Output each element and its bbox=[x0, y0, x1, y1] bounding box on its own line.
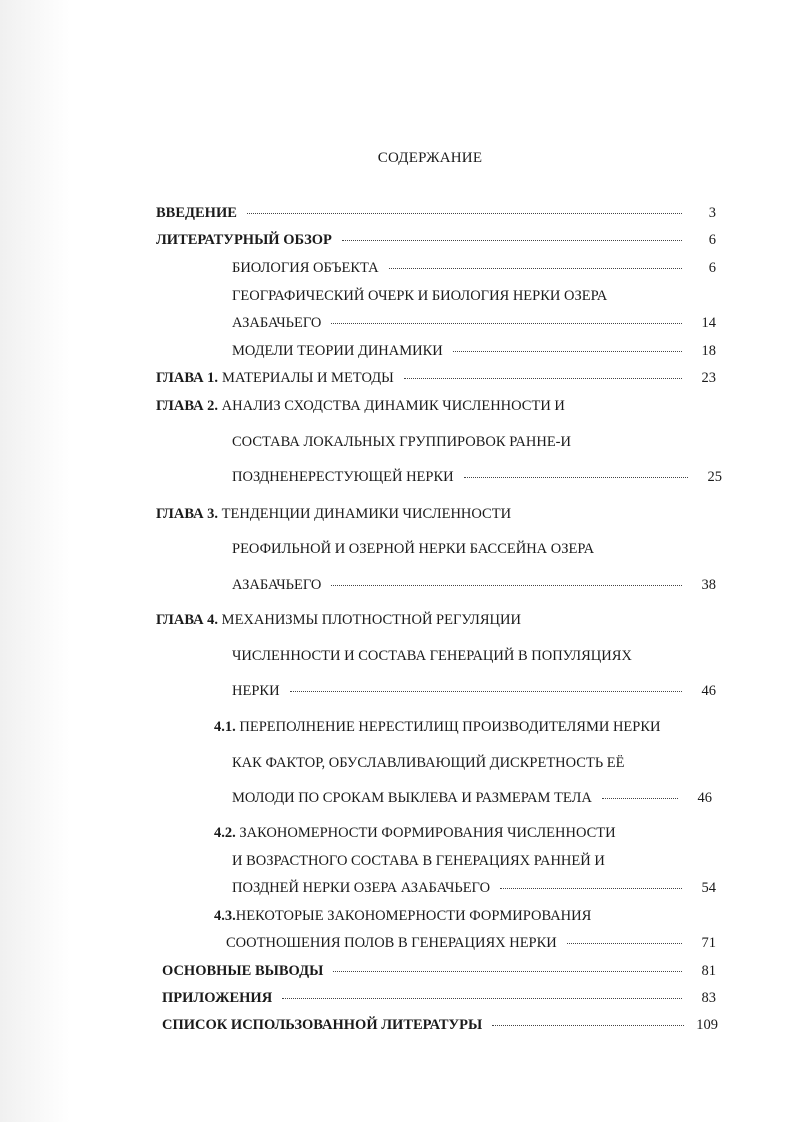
toc-entry-text: ЛИТЕРАТУРНЫЙ ОБЗОР bbox=[156, 232, 332, 248]
leader-dots bbox=[247, 213, 682, 214]
toc-entry-section-4-2-line1 bbox=[214, 825, 616, 842]
chapter-label: ГЛАВА 4. bbox=[156, 612, 219, 628]
leader-dots bbox=[290, 691, 682, 692]
toc-entry-section-4-1 bbox=[232, 790, 712, 807]
scan-edge-shadow bbox=[0, 0, 70, 1122]
toc-entry-chapter-3-line2: РЕОФИЛЬНОЙ И ОЗЕРНОЙ НЕРКИ БАССЕЙНА ОЗЕРА bbox=[232, 541, 595, 557]
toc-page-number: 71 bbox=[701, 935, 716, 951]
toc-entry-section-4-2-line2: И ВОЗРАСТНОГО СОСТАВА В ГЕНЕРАЦИЯХ РАННЕЙ И bbox=[232, 853, 605, 869]
toc-entry-lit-review bbox=[156, 232, 716, 249]
toc-entry-chapter-4-line1 bbox=[156, 612, 521, 629]
toc-entry-text: МАТЕРИАЛЫ И МЕТОДЫ bbox=[222, 370, 394, 386]
leader-dots bbox=[492, 1025, 684, 1026]
chapter-label: ГЛАВА 3. bbox=[156, 506, 219, 522]
toc-entry-section-4-2 bbox=[232, 880, 716, 897]
toc-page-number: 25 bbox=[707, 469, 722, 485]
page-title: СОДЕРЖАНИЕ bbox=[377, 150, 483, 166]
toc-entry-text: АЗАБАЧЬЕГО bbox=[232, 315, 322, 331]
toc-entry-text: ПОЗДНЕЙ НЕРКИ ОЗЕРА АЗАБАЧЬЕГО bbox=[232, 880, 491, 896]
toc-entry-intro bbox=[156, 205, 716, 222]
toc-entry-chapter-3 bbox=[232, 577, 716, 594]
toc-entry-geo bbox=[232, 315, 716, 332]
toc-entry-text: МЕХАНИЗМЫ ПЛОТНОСТНОЙ РЕГУЛЯЦИИ bbox=[221, 612, 521, 628]
toc-entry-text: ТЕНДЕНЦИИ ДИНАМИКИ ЧИСЛЕННОСТИ bbox=[221, 506, 512, 522]
leader-dots bbox=[602, 798, 678, 799]
toc-entry-biology bbox=[232, 260, 716, 277]
leader-dots bbox=[464, 477, 688, 478]
toc-page-number: 6 bbox=[708, 260, 716, 276]
toc-entry-references bbox=[162, 1017, 718, 1034]
toc-entry-text: НЕРКИ bbox=[232, 683, 280, 699]
toc-page-number: 23 bbox=[701, 370, 716, 386]
toc-entry-appendix bbox=[162, 990, 716, 1007]
toc-entry-text: ПОЗДНЕНЕРЕСТУЮЩЕЙ НЕРКИ bbox=[232, 469, 454, 485]
leader-dots bbox=[342, 240, 682, 241]
toc-page-number: 14 bbox=[701, 315, 716, 331]
toc-entry-models bbox=[232, 343, 716, 360]
toc-entry-chapter-3-line1 bbox=[156, 506, 511, 523]
toc-page-number: 83 bbox=[701, 990, 716, 1006]
section-label: 4.1. bbox=[214, 719, 236, 735]
section-label: 4.3. bbox=[214, 908, 236, 924]
toc-entry-conclusions bbox=[162, 963, 716, 980]
toc-page-number: 46 bbox=[697, 790, 712, 806]
toc-entry-text: НЕКОТОРЫЕ ЗАКОНОМЕРНОСТИ ФОРМИРОВАНИЯ bbox=[235, 908, 592, 924]
leader-dots bbox=[331, 323, 682, 324]
toc-entry-text: АНАЛИЗ СХОДСТВА ДИНАМИК ЧИСЛЕННОСТИ И bbox=[221, 398, 565, 414]
toc-entry-section-4-1-line1 bbox=[214, 719, 661, 736]
toc-entry-text: МОЛОДИ ПО СРОКАМ ВЫКЛЕВА И РАЗМЕРАМ ТЕЛА bbox=[232, 790, 592, 806]
toc-entry-text: МОДЕЛИ ТЕОРИИ ДИНАМИКИ bbox=[232, 343, 443, 359]
section-label: 4.2. bbox=[214, 825, 236, 841]
toc-entry-text: СПИСОК ИСПОЛЬЗОВАННОЙ ЛИТЕРАТУРЫ bbox=[162, 1017, 483, 1033]
leader-dots bbox=[453, 351, 682, 352]
toc-page-number: 6 bbox=[708, 232, 716, 248]
toc-entry-section-4-1-line2: КАК ФАКТОР, ОБУСЛАВЛИВАЮЩИЙ ДИСКРЕТНОСТЬ ЕЁ bbox=[232, 755, 625, 771]
leader-dots bbox=[333, 971, 682, 972]
leader-dots bbox=[331, 585, 682, 586]
toc-entry-text: БИОЛОГИЯ ОБЪЕКТА bbox=[232, 260, 379, 276]
toc-entry-text: ПРИЛОЖЕНИЯ bbox=[162, 990, 273, 1006]
toc-page-number: 81 bbox=[701, 963, 716, 979]
toc-page-number: 18 bbox=[701, 343, 716, 359]
toc-entry-chapter-2 bbox=[232, 469, 722, 486]
leader-dots bbox=[282, 998, 682, 999]
toc-page-number: 3 bbox=[708, 205, 716, 221]
leader-dots bbox=[389, 268, 682, 269]
toc-entry-chapter-4 bbox=[232, 683, 716, 700]
toc-page-number: 54 bbox=[701, 880, 716, 896]
toc-page-number: 109 bbox=[696, 1017, 718, 1033]
toc-entry-text: ЗАКОНОМЕРНОСТИ ФОРМИРОВАНИЯ ЧИСЛЕННОСТИ bbox=[239, 825, 616, 841]
toc-entry-text: ОСНОВНЫЕ ВЫВОДЫ bbox=[162, 963, 324, 979]
toc-page-number: 46 bbox=[701, 683, 716, 699]
toc-entry-text: СООТНОШЕНИЯ ПОЛОВ В ГЕНЕРАЦИЯХ НЕРКИ bbox=[226, 935, 557, 951]
toc-entry-chapter-4-line2: ЧИСЛЕННОСТИ И СОСТАВА ГЕНЕРАЦИЙ В ПОПУЛЯЦИЯХ bbox=[232, 648, 632, 664]
toc-entry-chapter-2-line1 bbox=[156, 398, 565, 415]
toc-entry-section-4-3 bbox=[226, 935, 716, 952]
toc-entry-text: АЗАБАЧЬЕГО bbox=[232, 577, 322, 593]
chapter-label: ГЛАВА 1. bbox=[156, 370, 219, 386]
toc-page-number: 38 bbox=[701, 577, 716, 593]
toc-entry-text: ВВЕДЕНИЕ bbox=[156, 205, 237, 221]
toc-entry-section-4-3-line1 bbox=[214, 908, 591, 925]
toc-entry-text: ПЕРЕПОЛНЕНИЕ НЕРЕСТИЛИЩ ПРОИЗВОДИТЕЛЯМИ НЕРКИ bbox=[239, 719, 661, 735]
chapter-label: ГЛАВА 2. bbox=[156, 398, 219, 414]
leader-dots bbox=[500, 888, 682, 889]
leader-dots bbox=[567, 943, 682, 944]
toc-entry-chapter-2-line2: СОСТАВА ЛОКАЛЬНЫХ ГРУППИРОВОК РАННЕ-И bbox=[232, 434, 571, 450]
toc-entry-chapter-1 bbox=[156, 370, 716, 387]
toc-entry-geo-line1: ГЕОГРАФИЧЕСКИЙ ОЧЕРК И БИОЛОГИЯ НЕРКИ ОЗЕРА bbox=[232, 288, 608, 304]
leader-dots bbox=[404, 378, 682, 379]
